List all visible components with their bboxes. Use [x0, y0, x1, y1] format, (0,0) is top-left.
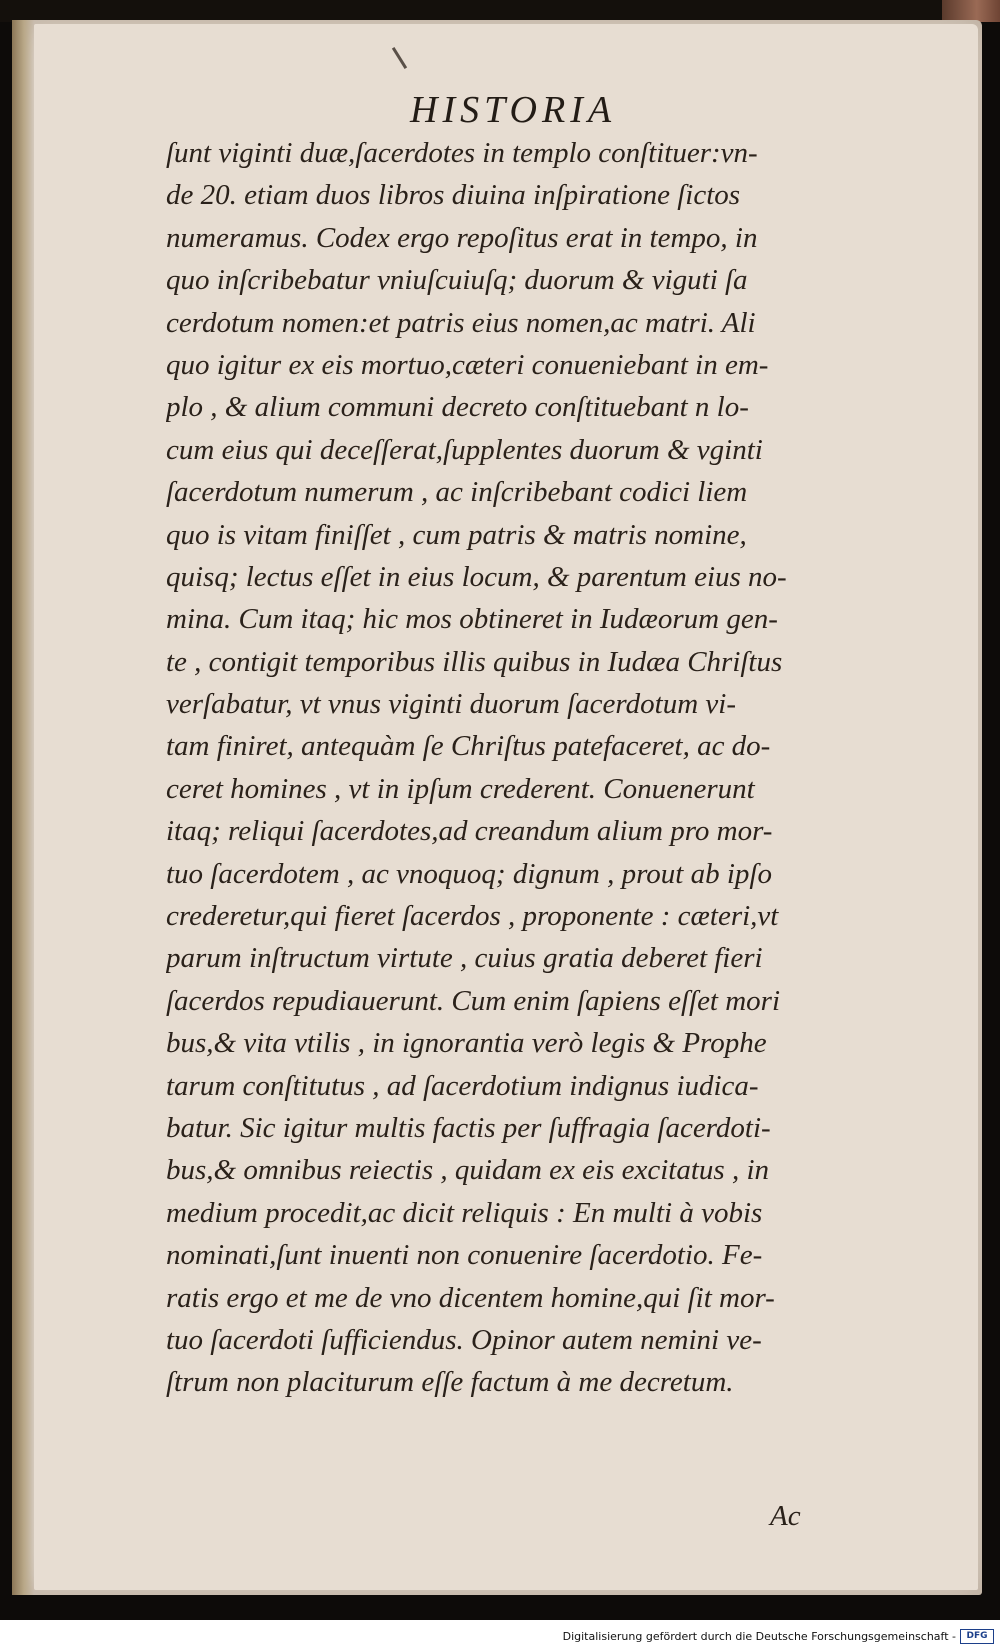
footer-bar: [0, 1620, 1000, 1650]
text-line-2: de 20. etiam duos libros diuina inſpiratione ſictos: [166, 179, 741, 212]
text-line-26: medium procedit,ac dicit reliquis : En multi à vobis: [166, 1196, 763, 1229]
text-line-28: ratis ergo et me de vno dicentem homine,qui ſit mor-: [166, 1281, 775, 1314]
catchword: Ac: [770, 1500, 801, 1532]
text-line-20: parum inſtructum virtute , cuius gratia deberet fieri: [166, 942, 763, 975]
text-line-4: quo inſcribebatur vniuſcuiuſq; duorum & viguti ſa: [166, 264, 748, 297]
text-line-23: tarum conſtitutus , ad ſacerdotium indignus iudica-: [166, 1069, 759, 1102]
text-line-7: plo , & alium communi decreto conſtituebant n lo-: [166, 391, 749, 424]
dfg-logo-icon: DFG: [960, 1629, 994, 1644]
footer-credit: Digitalisierung gefördert durch die Deutsche Forschungsgemeinschaft -: [562, 1630, 956, 1643]
text-line-18: tuo ſacerdotem , ac vnoquoq; dignum , prout ab ipſo: [166, 857, 772, 890]
text-line-30: ſtrum non placiturum eſſe factum à me decretum.: [166, 1366, 734, 1399]
text-line-27: nominati,ſunt inuenti non conuenire ſacerdotio. Fe-: [166, 1239, 763, 1272]
book-corner-mark: [942, 0, 1000, 22]
text-line-6: quo igitur ex eis mortuo,cæteri conueniebant in em-: [166, 348, 769, 381]
text-line-5: cerdotum nomen:et patris eius nomen,ac matri. Ali: [166, 306, 756, 339]
page-gutter-edge: [12, 20, 34, 1595]
text-line-13: te , contigit temporibus illis quibus in Iudæa Chriſtus: [166, 645, 783, 678]
text-line-11: quisq; lectus eſſet in eius locum, & parentum eius no-: [166, 560, 787, 593]
text-line-8: cum eius qui deceſſerat,ſupplentes duorum & vginti: [166, 433, 763, 466]
text-line-12: mina. Cum itaq; hic mos obtineret in Iudæorum gen-: [166, 603, 778, 636]
running-head: HISTORIA: [410, 89, 617, 131]
text-block: [166, 132, 936, 1404]
text-line-16: ceret homines , vt in ipſum crederent. Conuenerunt: [166, 772, 755, 805]
text-line-14: verſabatur, vt vnus viginti duorum ſacerdotum vi-: [166, 688, 736, 721]
text-line-1: ſunt viginti duæ,ſacerdotes in templo conſtituer:vn-: [166, 137, 758, 169]
text-line-22: bus,& vita vtilis , in ignorantia verò legis & Prophe: [166, 1027, 767, 1060]
text-line-19: crederetur,qui fieret ſacerdos , proponente : cæteri,vt: [166, 900, 779, 933]
text-line-3: numeramus. Codex ergo repoſitus erat in tempo, in: [166, 221, 758, 254]
text-line-9: ſacerdotum numerum , ac inſcribebant codici liem: [166, 476, 748, 509]
text-line-29: tuo ſacerdoti ſufficiendus. Opinor autem nemini ve-: [166, 1323, 762, 1356]
top-band: [0, 0, 1000, 22]
text-line-25: bus,& omnibus reiectis , quidam ex eis excitatus , in: [166, 1154, 769, 1187]
text-line-21: ſacerdos repudiauerunt. Cum enim ſapiens eſſet mori: [166, 984, 781, 1017]
text-line-17: itaq; reliqui ſacerdotes,ad creandum alium pro mor-: [166, 815, 773, 848]
text-line-15: tam finiret, antequàm ſe Chriſtus patefaceret, ac do-: [166, 730, 771, 763]
text-line-10: quo is vitam finiſſet , cum patris & matris nomine,: [166, 518, 747, 551]
text-line-24: batur. Sic igitur multis factis per ſuffragia ſacerdoti-: [166, 1111, 771, 1144]
